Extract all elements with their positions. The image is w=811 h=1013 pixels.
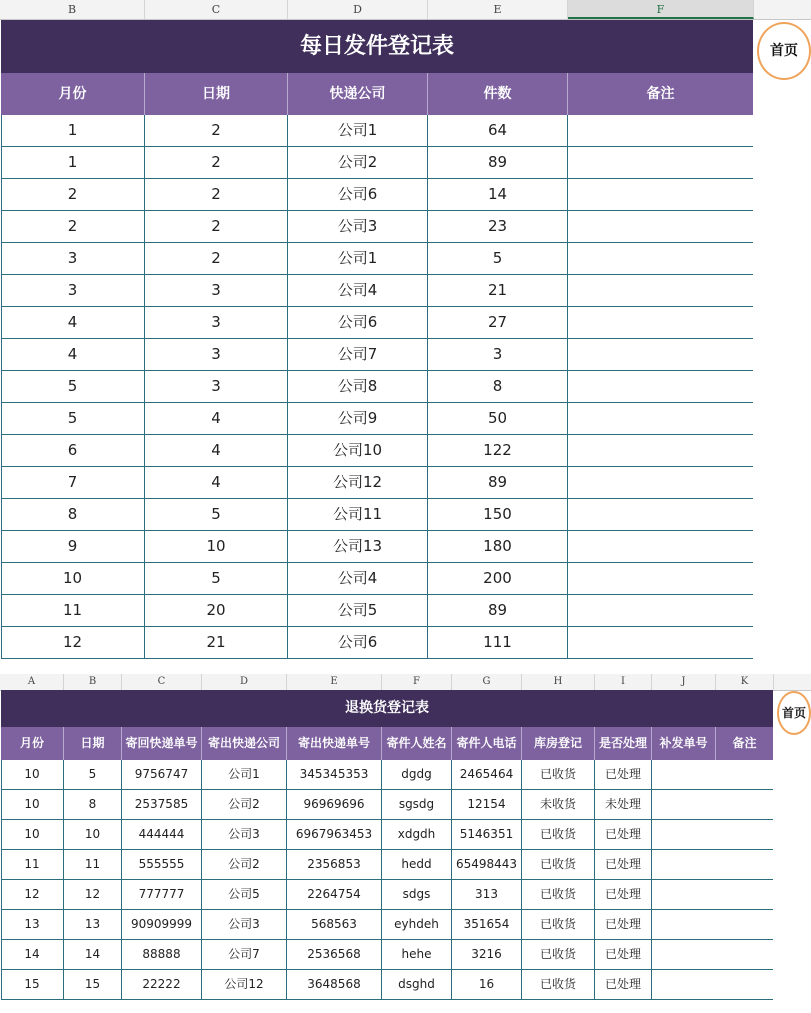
- cell-count[interactable]: 5: [428, 243, 568, 274]
- cell-date[interactable]: 3: [145, 275, 288, 306]
- cell-month[interactable]: 11: [1, 850, 64, 879]
- table-row: [1, 595, 753, 627]
- cell-date[interactable]: 4: [145, 403, 288, 434]
- cell-date[interactable]: 21: [145, 627, 288, 658]
- header-remark: 备注: [646, 86, 675, 102]
- table-row: [1, 880, 773, 910]
- cell-month[interactable]: 8: [1, 499, 145, 530]
- cell-month[interactable]: 6: [1, 435, 145, 466]
- cell-month[interactable]: 7: [1, 467, 145, 498]
- cell-return-tracking[interactable]: 88888: [122, 940, 202, 969]
- cell-processed[interactable]: 已处理: [595, 880, 652, 909]
- table-row: [1, 940, 773, 970]
- cell-ship-courier[interactable]: 公司7: [202, 940, 287, 969]
- column-header-bar-2: [0, 674, 811, 691]
- cell-month[interactable]: 4: [1, 339, 145, 370]
- table-left-border: [1, 760, 2, 1000]
- cell-warehouse[interactable]: 已收货: [522, 820, 595, 849]
- header-sender-name: 寄件人姓名: [382, 727, 452, 760]
- header-ship-tracking: 寄出快递单号: [287, 727, 382, 760]
- cell-courier[interactable]: 公司10: [288, 435, 428, 466]
- column-letter-B[interactable]: B: [64, 674, 122, 690]
- cell-ship-courier[interactable]: 公司3: [202, 910, 287, 939]
- cell-count[interactable]: 200: [428, 563, 568, 594]
- cell-month[interactable]: 2: [1, 179, 145, 210]
- cell-date[interactable]: 10: [64, 820, 122, 849]
- table-left-border: [1, 115, 2, 659]
- header-sender-phone: 寄件人电话: [452, 727, 522, 760]
- table-row: [1, 850, 773, 880]
- home-button[interactable]: 首页: [757, 22, 811, 80]
- cell-month[interactable]: 14: [1, 940, 64, 969]
- cell-count[interactable]: 23: [428, 211, 568, 242]
- column-letter-J[interactable]: J: [652, 674, 716, 690]
- cell-courier[interactable]: 公司11: [288, 499, 428, 530]
- cell-return-tracking[interactable]: 9756747: [122, 760, 202, 789]
- cell-ship-courier[interactable]: 公司1: [202, 760, 287, 789]
- cell-sender-name[interactable]: dsghd: [382, 970, 452, 999]
- header-month: 月份: [1, 73, 145, 115]
- cell-warehouse[interactable]: 已收货: [522, 970, 595, 999]
- table-row: [1, 760, 773, 790]
- table-row: [1, 211, 753, 243]
- header-reissue-no: 补发单号: [652, 727, 716, 760]
- cell-count[interactable]: 89: [428, 147, 568, 178]
- cell-courier[interactable]: 公司1: [288, 243, 428, 274]
- cell-date[interactable]: 3: [145, 339, 288, 370]
- cell-ship-courier[interactable]: 公司2: [202, 790, 287, 819]
- cell-month[interactable]: 11: [1, 595, 145, 626]
- column-letter-A[interactable]: A: [0, 674, 64, 690]
- cell-count[interactable]: 89: [428, 467, 568, 498]
- home-button[interactable]: 首页: [777, 691, 811, 735]
- cell-ship-tracking[interactable]: 2536568: [287, 940, 382, 969]
- cell-date[interactable]: 2: [145, 179, 288, 210]
- cell-courier[interactable]: 公司9: [288, 403, 428, 434]
- table-header-row: [1, 727, 773, 760]
- table-row: [1, 790, 773, 820]
- cell-ship-tracking[interactable]: 3648568: [287, 970, 382, 999]
- cell-date[interactable]: 4: [145, 467, 288, 498]
- cell-month[interactable]: 2: [1, 211, 145, 242]
- cell-ship-tracking[interactable]: 6967963453: [287, 820, 382, 849]
- cell-warehouse[interactable]: 未收货: [522, 790, 595, 819]
- table-row: [1, 275, 753, 307]
- cell-date[interactable]: 13: [64, 910, 122, 939]
- column-letter-D[interactable]: D: [202, 674, 287, 690]
- header-return-tracking: 寄回快递单号: [122, 727, 202, 760]
- cell-processed[interactable]: 已处理: [595, 820, 652, 849]
- cell-date[interactable]: 4: [145, 435, 288, 466]
- cell-month[interactable]: 3: [1, 243, 145, 274]
- column-letter-K[interactable]: K: [716, 674, 774, 690]
- column-letter-E[interactable]: E: [287, 674, 382, 690]
- cell-month[interactable]: 1: [1, 147, 145, 178]
- header-count: 件数: [428, 73, 568, 115]
- cell-courier[interactable]: 公司5: [288, 595, 428, 626]
- table-row: [1, 563, 753, 595]
- cell-return-tracking[interactable]: 2537585: [122, 790, 202, 819]
- cell-warehouse[interactable]: 已收货: [522, 880, 595, 909]
- cell-sender-phone[interactable]: 3216: [452, 940, 522, 969]
- cell-sender-name[interactable]: eyhdeh: [382, 910, 452, 939]
- table-header-row: [1, 73, 753, 115]
- cell-date[interactable]: 5: [64, 760, 122, 789]
- header-courier: 快递公司: [288, 73, 428, 115]
- column-letter-D[interactable]: D: [288, 0, 428, 19]
- sheet1-title: 每日发件登记表: [1, 20, 753, 73]
- cell-courier[interactable]: 公司12: [288, 467, 428, 498]
- cell-warehouse[interactable]: 已收货: [522, 760, 595, 789]
- cell-count[interactable]: 180: [428, 531, 568, 562]
- cell-return-tracking[interactable]: 444444: [122, 820, 202, 849]
- table-row: [1, 115, 753, 147]
- table-row: [1, 627, 753, 659]
- cell-date[interactable]: 3: [145, 307, 288, 338]
- cell-date[interactable]: 5: [145, 563, 288, 594]
- cell-ship-courier[interactable]: 公司12: [202, 970, 287, 999]
- cell-count[interactable]: 3: [428, 339, 568, 370]
- cell-month[interactable]: 12: [1, 627, 145, 658]
- cell-date[interactable]: 14: [64, 940, 122, 969]
- cell-return-tracking[interactable]: 555555: [122, 850, 202, 879]
- cell-sender-name[interactable]: sdgs: [382, 880, 452, 909]
- column-letter-F[interactable]: F: [382, 674, 452, 690]
- cell-processed[interactable]: 已处理: [595, 760, 652, 789]
- header-remark: 备注: [732, 736, 757, 750]
- cell-sender-phone[interactable]: 351654: [452, 910, 522, 939]
- cell-date[interactable]: 20: [145, 595, 288, 626]
- cell-courier[interactable]: 公司2: [288, 147, 428, 178]
- header-date: 日期: [64, 727, 122, 760]
- table-row: [1, 339, 753, 371]
- cell-ship-tracking[interactable]: 2264754: [287, 880, 382, 909]
- cell-courier[interactable]: 公司6: [288, 179, 428, 210]
- cell-courier[interactable]: 公司3: [288, 211, 428, 242]
- cell-ship-courier[interactable]: 公司3: [202, 820, 287, 849]
- cell-month[interactable]: 12: [1, 880, 64, 909]
- cell-date[interactable]: 2: [145, 243, 288, 274]
- cell-courier[interactable]: 公司13: [288, 531, 428, 562]
- cell-return-tracking[interactable]: 22222: [122, 970, 202, 999]
- cell-courier[interactable]: 公司8: [288, 371, 428, 402]
- cell-sender-name[interactable]: hedd: [382, 850, 452, 879]
- cell-count[interactable]: 21: [428, 275, 568, 306]
- cell-count[interactable]: 150: [428, 499, 568, 530]
- cell-sender-name[interactable]: sgsdg: [382, 790, 452, 819]
- cell-date[interactable]: 8: [64, 790, 122, 819]
- cell-date[interactable]: 15: [64, 970, 122, 999]
- cell-month[interactable]: 1: [1, 115, 145, 146]
- cell-date[interactable]: 2: [145, 147, 288, 178]
- cell-courier[interactable]: 公司6: [288, 307, 428, 338]
- cell-month[interactable]: 9: [1, 531, 145, 562]
- header-processed: 是否处理: [595, 727, 652, 760]
- cell-count[interactable]: 89: [428, 595, 568, 626]
- column-letter-I[interactable]: I: [595, 674, 652, 690]
- table-row: [1, 243, 753, 275]
- cell-ship-tracking[interactable]: 2356853: [287, 850, 382, 879]
- cell-courier[interactable]: 公司4: [288, 275, 428, 306]
- cell-date[interactable]: 2: [145, 211, 288, 242]
- cell-count[interactable]: 27: [428, 307, 568, 338]
- cell-sender-phone[interactable]: 313: [452, 880, 522, 909]
- cell-warehouse[interactable]: 已收货: [522, 910, 595, 939]
- cell-processed[interactable]: 已处理: [595, 970, 652, 999]
- table-row: [1, 910, 773, 940]
- table-row: [1, 179, 753, 211]
- cell-month[interactable]: 10: [1, 760, 64, 789]
- cell-return-tracking[interactable]: 90909999: [122, 910, 202, 939]
- cell-courier[interactable]: 公司1: [288, 115, 428, 146]
- header-ship-courier: 寄出快递公司: [202, 727, 287, 760]
- cell-sender-name[interactable]: xdgdh: [382, 820, 452, 849]
- cell-date[interactable]: 3: [145, 371, 288, 402]
- cell-processed[interactable]: 已处理: [595, 850, 652, 879]
- cell-count[interactable]: 122: [428, 435, 568, 466]
- header-date: 日期: [145, 73, 288, 115]
- cell-count[interactable]: 14: [428, 179, 568, 210]
- cell-date[interactable]: 2: [145, 115, 288, 146]
- column-header-bar-1: [0, 0, 811, 20]
- cell-count[interactable]: 64: [428, 115, 568, 146]
- cell-ship-tracking[interactable]: 345345353: [287, 760, 382, 789]
- table-row: [1, 307, 753, 339]
- table-row: [1, 147, 753, 179]
- cell-processed[interactable]: 已处理: [595, 910, 652, 939]
- cell-date[interactable]: 5: [145, 499, 288, 530]
- header-warehouse: 库房登记: [522, 727, 595, 760]
- column-letter-F[interactable]: F: [568, 0, 754, 19]
- cell-ship-tracking[interactable]: 96969696: [287, 790, 382, 819]
- column-letter-G[interactable]: G: [452, 674, 522, 690]
- table-row: [1, 371, 753, 403]
- table-row: [1, 531, 753, 563]
- column-letter-C[interactable]: C: [145, 0, 288, 19]
- column-letter-E[interactable]: E: [428, 0, 568, 19]
- table-row: [1, 435, 753, 467]
- cell-sender-phone[interactable]: 16: [452, 970, 522, 999]
- cell-ship-courier[interactable]: 公司2: [202, 850, 287, 879]
- table-row: [1, 467, 753, 499]
- cell-count[interactable]: 111: [428, 627, 568, 658]
- cell-sender-phone[interactable]: 5146351: [452, 820, 522, 849]
- cell-sender-name[interactable]: hehe: [382, 940, 452, 969]
- cell-date[interactable]: 10: [145, 531, 288, 562]
- cell-courier[interactable]: 公司6: [288, 627, 428, 658]
- cell-month[interactable]: 5: [1, 371, 145, 402]
- table-row: [1, 970, 773, 1000]
- cell-warehouse[interactable]: 已收货: [522, 940, 595, 969]
- table-row: [1, 820, 773, 850]
- cell-return-tracking[interactable]: 777777: [122, 880, 202, 909]
- table-row: [1, 403, 753, 435]
- cell-month[interactable]: 10: [1, 563, 145, 594]
- cell-courier[interactable]: 公司4: [288, 563, 428, 594]
- cell-count[interactable]: 50: [428, 403, 568, 434]
- cell-processed[interactable]: 已处理: [595, 940, 652, 969]
- cell-count[interactable]: 8: [428, 371, 568, 402]
- cell-date[interactable]: 11: [64, 850, 122, 879]
- sheet2-title: 退换货登记表: [1, 690, 773, 727]
- cell-month[interactable]: 10: [1, 820, 64, 849]
- cell-ship-courier[interactable]: 公司5: [202, 880, 287, 909]
- cell-processed[interactable]: 未处理: [595, 790, 652, 819]
- cell-month[interactable]: 3: [1, 275, 145, 306]
- cell-sender-phone[interactable]: 65498443: [452, 850, 522, 879]
- cell-ship-tracking[interactable]: 568563: [287, 910, 382, 939]
- column-letter-H[interactable]: H: [522, 674, 595, 690]
- cell-sender-phone[interactable]: 2465464: [452, 760, 522, 789]
- column-letter-B[interactable]: B: [0, 0, 145, 19]
- cell-sender-phone[interactable]: 12154: [452, 790, 522, 819]
- cell-month[interactable]: 10: [1, 790, 64, 819]
- column-letter-C[interactable]: C: [122, 674, 202, 690]
- cell-sender-name[interactable]: dgdg: [382, 760, 452, 789]
- header-month: 月份: [1, 727, 64, 760]
- table-row: [1, 499, 753, 531]
- cell-month[interactable]: 5: [1, 403, 145, 434]
- cell-month[interactable]: 4: [1, 307, 145, 338]
- cell-month[interactable]: 13: [1, 910, 64, 939]
- cell-month[interactable]: 15: [1, 970, 64, 999]
- cell-courier[interactable]: 公司7: [288, 339, 428, 370]
- cell-warehouse[interactable]: 已收货: [522, 850, 595, 879]
- cell-date[interactable]: 12: [64, 880, 122, 909]
